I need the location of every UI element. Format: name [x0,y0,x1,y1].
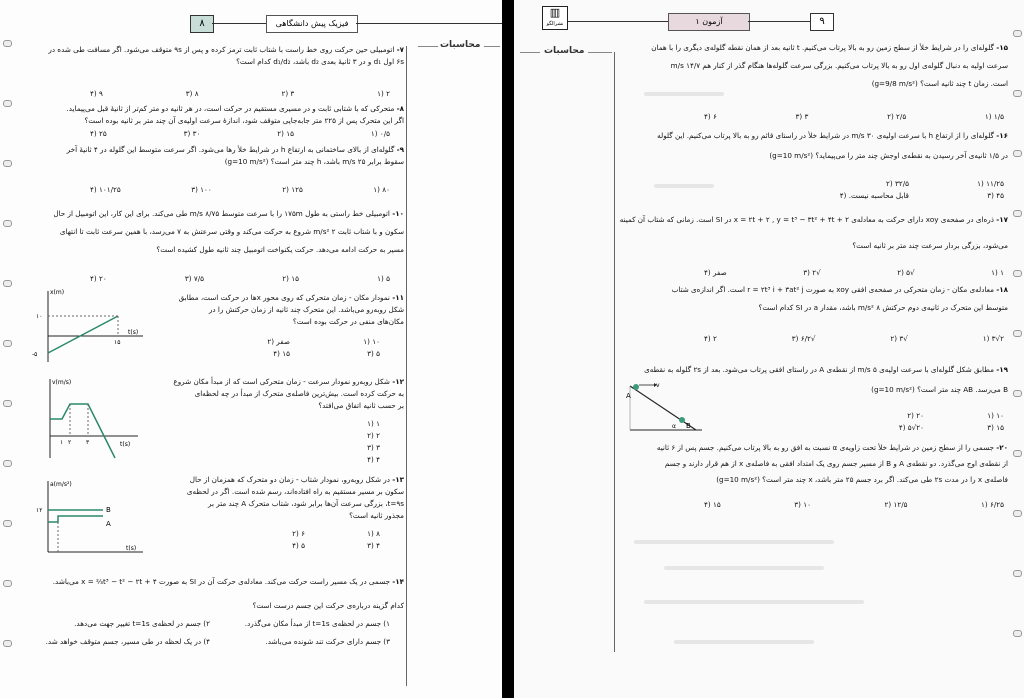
question-number: ۱۰- [392,209,404,218]
right-page [514,0,1024,698]
option[interactable]: ۵ (۴ [292,541,305,550]
question-text: سکون و با شتاب ثابت ۲ m/s² شروع به حرکت می‌کند و وقتی سرعتش به ۷ می‌رسد، با همین سرعت ثابت تا انتهای [59,227,404,236]
tick-label: -۵ [32,351,38,358]
vector-label: v [656,382,660,389]
header-rule [568,21,668,22]
question-number: ۱۴- [392,577,404,586]
ball-b [679,417,685,423]
option[interactable]: ۱۰ (۱ [363,337,380,346]
question-number: ۱۳- [392,475,404,484]
question-text: مجذور ثانیه است؟ [349,511,404,520]
question-number: ۲۰- [996,443,1008,452]
question-text: جسمی را از سطح زمین در شرایط خلأ تحت زاویه‌ی α نسبت به افق رو به بالا پرتاب می‌کنیم. جسم پس از ۶ ثانیه [656,443,994,452]
question-text: است. زمان t چند ثانیه است؟ (g=9/8 m/s²) [871,79,1008,88]
option[interactable]: ۶ (۴ [704,112,717,121]
header-rule [748,21,810,22]
option[interactable]: ۸۰ (۱ [373,185,390,194]
question-text: سکون بر مسیر مستقیم به راه افتاده‌اند، رسم شده است. اگر در لحظه‌ی [186,487,404,496]
option[interactable]: ۲√۳ (۱ [982,334,1004,343]
publisher-logo: ▥ نشرالگو [542,6,568,30]
axis-label: a(m/s²) [50,481,72,488]
question-10 [12,208,404,256]
question-8 [12,103,404,127]
page-number: ۹ [810,13,834,31]
option[interactable]: ۲۰ (۲ [907,411,924,420]
question-text: مسیر به حرکت ادامه می‌دهد. حرکت یکنواخت اتومبیل چند ثانیه طول کشیده است؟ [156,245,404,254]
option[interactable]: ۶ (۲ [292,529,305,538]
question-text: اتومبیلی حین حرکت روی خط راست با شتاب ثابت ترمز کرده و پس از ۹s متوقف می‌شود. اگر مسافت طی شده در [48,45,395,54]
series-label: A [106,520,111,528]
question-14 [12,576,404,612]
logo-text: نشرالگو [546,21,564,27]
option[interactable]: ۶/۲۵ (۱ [981,500,1004,509]
option[interactable]: ۲ (۱ [377,89,390,98]
option[interactable]: ۲ (۲ [367,431,380,440]
options-9 [90,185,390,194]
question-17 [618,214,1008,252]
graph-velocity-time [30,374,140,464]
option[interactable]: ۱۲/۵ (۲ [884,500,908,509]
question-text: متحرکی که با شتابی ثابت و در مسیری مستقیم در حرکت است، در هر ثانیه دو متر کم‌تر از ثانیهٔ قبل می‌پیماید. [66,104,395,113]
option[interactable]: √۳ (۲ [890,334,908,343]
option[interactable]: ۱۰۰ (۳ [191,185,212,194]
question-text: سقوط برابر ۲۵ m/s باشد، h چند متر است؟ (g=10 m/s²) [224,157,404,166]
option[interactable]: ۴ (۴ [367,455,380,464]
option[interactable]: ۴۵ (۳ [987,191,1004,200]
question-text: سرعت اولیه به دنبال گلوله‌ی اول رو به بالا پرتاب می‌کنیم. بزرگی سرعت گلوله‌ها هنگام گذر از کنار هم ۱۴/۷ m/s [670,61,1008,70]
question-number: ۱۵- [996,43,1008,52]
graph-line-a [48,516,103,522]
question-text: اگر این متحرک پس از ۲۲۵ متر جابه‌جایی متوقف شود، اندازهٔ سرعت اولیه‌ی آن چند متر بر ثانیه بوده است؟ [84,116,404,125]
question-text: ۶s اول d₁ و در ۳ ثانیهٔ بعدی d₂ باشد، d₁/d₂ کدام است؟ [236,57,404,66]
question-text: ذره‌ای در صفحه‌ی xoy دارای حرکت به معادله‌ی x = ۲t + ۲ , y = t³ − ۳t² + ۴t + ۲ در SI است. زمانی که شتاب آن کمینه [619,215,994,224]
option[interactable]: √۲ (۳ [803,268,821,277]
question-number: ۱۷- [996,215,1008,224]
question-12 [150,376,404,412]
faint-mark [674,640,814,644]
option[interactable]: ۱۰ (۳ [794,500,811,509]
question-text: مطابق شکل گلوله‌ای با سرعت اولیه‌ی ۵ m/s از نقطه‌ی A در راستای افقی پرتاب می‌شود. بعد از ۲s گلوله به نقطه‌ی [644,365,994,374]
option[interactable]: ۳۰ (۳ [183,129,201,138]
option[interactable]: ۱۰ (۱ [987,411,1004,420]
question-text: بر حسب ثانیه اتفاق می‌افتد؟ [318,401,404,410]
option[interactable]: ۳۲/۵ (۲ [886,179,909,188]
option[interactable]: ۵ (۳ [367,349,380,358]
calc-label: محاسبات [440,40,481,50]
option[interactable]: ۴ (۳ [367,541,380,550]
question-text: فاصله‌ی x را در مدت ۲s طی می‌کند. اگر برد جسم ۲۵ متر باشد، x چند متر است؟ (g=10 m/s²) [716,475,1008,484]
option[interactable]: ۲ (۴ [704,334,717,343]
question-number: ۷- [396,45,404,54]
question-text: جسمی در یک مسیر راست حرکت می‌کند. معادله‌ی حرکت آن در SI به صورت x = ⅔t³ − t² − ۲t + ۴ می‌باشد. [52,577,390,586]
faint-mark [664,566,824,570]
question-number: ۱۹- [996,365,1008,374]
header-rule [356,23,502,24]
question-16 [618,130,1008,162]
option[interactable]: ۱۲۵ (۲ [282,185,303,194]
question-number: ۹- [396,145,404,154]
question-20 [618,442,1008,486]
option[interactable]: ۳) جسم دارای حرکت تند شونده می‌باشد. [265,637,390,646]
options-11 [200,336,380,360]
question-text: نمودار مکان - زمان متحرکی که روی محور xها در حرکت است، مطابق [178,293,390,302]
option[interactable]: ۹ (۴ [90,89,103,98]
option[interactable]: √۶/۲ (۳ [791,334,816,343]
calc-rule [484,46,500,47]
question-number: ۱۸- [996,285,1008,294]
question-text: مکان‌های منفی در حرکت بوده است؟ [292,317,404,326]
angle-label: α [672,423,676,430]
option[interactable]: صفر (۲ [267,337,290,346]
option[interactable]: ۵ (۱ [377,274,390,283]
option[interactable]: ۲۰ (۴ [90,274,107,283]
question-text: اتومبیلی خط راستی به طول ۱۷۵m را با سرعت متوسط ۸/۷۵ m/s طی می‌کند. برای این کار، این اتومبیل از حال [53,209,390,218]
option[interactable]: ۴) در یک لحظه در طی مسیر، جسم متوقف خواهد شد. [45,637,210,646]
option[interactable]: ۲) جسم در لحظه‌ی t=1s تغییر جهت می‌دهد. [74,619,210,628]
question-7 [12,44,404,68]
question-number: ۱۲- [392,377,404,386]
header-title: آزمون ۱ [668,13,750,31]
tick-label: ۱ [60,439,64,446]
binder-holes [2,0,12,698]
question-text: کدام گزینه درباره‌ی حرکت این جسم درست است؟ [252,601,404,610]
calc-label: محاسبات [544,46,585,56]
calc-rule [418,46,438,47]
graph-position-time [28,286,148,366]
option[interactable]: ۸ (۱ [367,529,380,538]
option[interactable]: ۳ (۲ [281,89,295,98]
series-label: B [106,506,111,514]
option[interactable]: ۱۵ (۴ [704,500,721,509]
options-20 [704,500,1004,509]
graph-acceleration-time [28,476,148,560]
axis-label: t(s) [128,329,139,336]
faint-mark [644,600,864,604]
options-14 [30,618,390,648]
option[interactable]: ۳ (۳ [367,443,380,452]
question-text: متوسط این متحرک در ثانیه‌ی دوم حرکتش ۸ m/s² باشد، مقدار a در SI کدام است؟ [758,303,1008,312]
question-text: t=۹s، بزرگی سرعت آن‌ها برابر شود، شتاب متحرک A چند متر بر [207,499,404,508]
tick-label: ۱۵ [114,339,121,346]
tick-label: ۲ [68,439,72,446]
question-number: ۱۶- [996,131,1008,140]
option[interactable]: ۱۵ (۴ [273,349,290,358]
option[interactable]: ۱ (۱ [991,268,1004,277]
option[interactable]: ۲۰√۵ (۴ [898,423,924,432]
page-number: ۸ [190,15,214,33]
question-text: شکل روبه‌رو نمودار سرعت - زمان متحرکی است که از مبدأ مکان شروع [173,377,390,386]
axis-label: x(m) [50,289,65,296]
question-11 [150,292,404,328]
option[interactable]: ۳ (۳ [795,112,809,121]
point-label: B [686,422,691,430]
option[interactable]: قابل محاسبه نیست. (۴ [839,191,909,200]
faint-mark [644,92,724,96]
options-7 [90,89,390,98]
option[interactable]: ۱) جسم در لحظه‌ی t=1s از مبدأ مکان می‌گذرد. [244,619,390,628]
faint-mark [634,540,834,544]
figure-incline-projectile [626,378,706,438]
calc-rule [588,52,612,53]
question-text: در ۱/۵ ثانیه‌ی آخر رسیدن به نقطه‌ی اوجش چند متر را می‌پیماید؟ (g=10 m/s²) [769,151,1008,160]
column-divider [614,52,615,652]
question-number: ۱۱- [392,293,404,302]
option[interactable]: ۱/۵ (۱ [984,112,1004,121]
question-9 [12,144,404,168]
options-8 [90,129,390,138]
question-18 [618,284,1008,314]
option[interactable]: √۵ (۲ [897,268,915,277]
header-rule [212,23,266,24]
options-17 [704,268,1004,277]
question-text: می‌شود، بزرگی بردار سرعت چند متر بر ثانیه است؟ [852,241,1008,250]
question-number: ۸- [396,104,404,113]
option[interactable]: ۱۵ (۲ [277,129,294,138]
question-text: از نقطه‌ی اوج می‌گذرد. دو نقطه‌ی A و B از مسیر جسم روی یک امتداد افقی به فاصله‌ی x از هم قرار دارند و جسم [664,459,1008,468]
question-text: شکل روبه‌رو می‌باشد. این متحرک چند ثانیه از زمان حرکتش را در [208,305,404,314]
axis-label: v(m/s) [52,379,72,386]
option[interactable]: ۱ (۱ [367,419,380,428]
binder-holes [1012,0,1022,698]
graph-line [50,404,115,458]
options-18 [704,334,1004,343]
options-15 [704,112,1004,121]
option[interactable]: ۱۱/۲۵ (۱ [977,179,1004,188]
option[interactable]: صفر (۴ [704,268,727,277]
option[interactable]: ۲/۵ (۲ [887,112,907,121]
question-text: معادله‌ی مکان - زمان متحرکی در صفحه‌ی افقی xoy به صورت r = ۲t³ i + ۳at² j است. اگر اندازه‌ی شتاب [671,285,994,294]
tick-label: ۱۲ [36,507,43,514]
calc-rule [520,52,540,53]
options-13 [230,528,380,552]
ball-a [633,384,639,390]
question-text: گلوله‌ای را از ارتفاع h با سرعت اولیه‌ی ۳۰ m/s در شرایط خلأ در راستای قائم رو به بالا پرتاب می‌کنیم. این گلوله [657,131,994,140]
question-text: گلوله‌ای از بالای ساختمانی به ارتفاع h در شرایط خلأ رها می‌شود. اگر سرعت متوسط این گلوله در ۴ ثانیهٔ آخر [66,145,395,154]
question-text: B می‌رسد. AB چند متر است؟ (g=10 m/s²) [871,385,1008,394]
axis-label: t(s) [120,441,131,448]
faint-mark [654,184,714,188]
left-page [0,0,502,698]
option[interactable]: ۷/۵ (۳ [184,274,205,283]
question-13 [150,474,404,522]
option[interactable]: ۱۰۱/۲۵ (۴ [90,185,121,194]
options-10 [90,274,390,283]
tick-label: ۱۰ [36,313,43,320]
options-16 [814,178,1004,202]
question-text: به حرکت کرده است. بیش‌ترین فاصله‌ی متحرک از مبدأ در چه لحظه‌ای [194,389,404,398]
option[interactable]: ۲۵ (۴ [90,129,107,138]
column-divider [406,46,407,686]
tick-label: ۳ [86,439,90,446]
graph-line [48,316,121,353]
options-12 [320,418,380,466]
option[interactable]: ۸ (۳ [185,89,199,98]
question-15 [618,42,1008,90]
option[interactable]: ۰/۵ (۱ [370,129,390,138]
point-label: A [626,392,631,400]
options-19 [844,410,1004,434]
option[interactable]: ۱۵ (۳ [987,423,1004,432]
axis-label: t(s) [126,545,137,552]
option[interactable]: ۱۵ (۲ [282,274,299,283]
question-text: گلوله‌ای را در شرایط خلأ از سطح زمین رو به بالا پرتاب می‌کنیم. t ثانیه بعد از همان نقطه گلوله‌ی دیگری را با همان [651,43,994,52]
header-title: فیزیک پیش دانشگاهی [266,15,358,33]
question-text: در شکل روبه‌رو، نمودار شتاب - زمان دو متحرک که همزمان از حال [189,475,390,484]
